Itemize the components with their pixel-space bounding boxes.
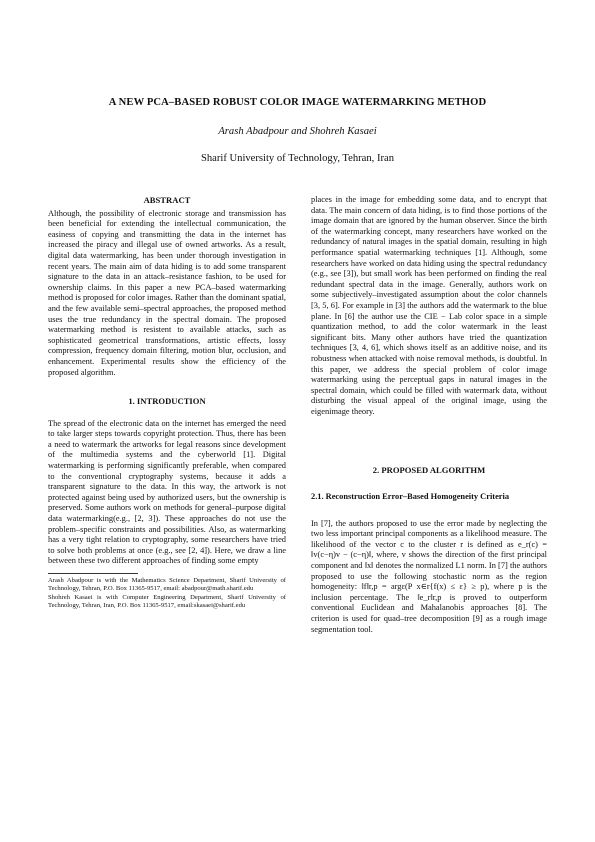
paper-title: A NEW PCA–BASED ROBUST COLOR IMAGE WATERMARKING METHOD [108, 97, 487, 108]
footnote-rule [48, 573, 138, 574]
footnote-author-1: Arash Abadpour is with the Mathematics Science Department, Sharif University of Technology, Tehran, P.O. Box 11365-9517, email: abadpour@math.sharif.edu [48, 577, 286, 593]
subsection-heading: 2.1. Reconstruction Error–Based Homogeneity Criteria [311, 492, 510, 502]
abstract-text: Although, the possibility of electronic storage and transmission has been beneficial for extending the intellectual communication, the easiness of copying and transmitting the data in the internet has increased the piracy and illegal use of owned artworks. As a result, digital data watermarking, has been under thorough investigation in recent years. The main aim of data hiding is to add some transparent signature to the data in an attack–resistance fashion, to be used for ownership claims. In this paper a new PCA–based watermarking method is proposed for color images. Rather than the dominant spatial, and the few available semi–spectral approaches, the proposed method uses the true redundancy in the spectral domain. The proposed watermarking method is resistent to available attacks, such as sophisticated geometrical transformations, artistic effects, lossy compression, frequency domain filtering, motion blur, occlusion, and enhancement. Experimental results show the efficiency of the proposed algorithm. [48, 208, 286, 377]
introduction-paragraph-2: places in the image for embedding some data, and to encrypt that data. The main concern of data hiding, is to find those portions of the image domain that are ignored by the human observer. Since the birth of the watermarking concept, many researchers have worked on the redundancy of natural images in the spatial domain, resulting in high performance spatial watermarking techniques [1]. Although, some researchers have worked on data hiding using the spectral redundancy (e.g., see [3]), but small work has been performed on finding the real redundant spectral data in the image. Generally, authors work on some subjectively–investigated assumption about the color channels [3, 5, 6]. For example in [3] the authors add the watermark to the blue plane. In [6] the author use the CIE − Lab color space in a simple quantization method, to add the color watermark in the least significant bits. Many other authors have tried the quantization techniques [3, 4, 6], which shows itself as an additive noise, and its robustness when attacked with noise removal methods, is doubtful. In this paper, we address the special problem of color image watermarking using the perceptual gaps in natural images in the spectral domain, which could be filled with watermark data, without disturbing the visual appeal of the original image, using the eigenimage theory. [311, 195, 547, 416]
footnote-author-2: Shohreh Kasaei is with Computer Engineering Department, Sharif University of Technology, Tehran, Iran, P.O. Box 11365-9517, email:skasaei@sharif.edu [48, 593, 286, 610]
paper-authors: Arash Abadpour and Shohreh Kasaei [218, 126, 377, 137]
left-column [48, 195, 286, 611]
introduction-paragraph-1: The spread of the electronic data on the internet has emerged the need to take larger steps towards copyright protection. Thus, there has been a need to watermark the artworks for legal reasons since development of the multimedia systems and the cyberworld [1]. Digital watermarking is performing significantly preferable, when compared to the conventional cryptography systems, because it adds a transparent signature to the data. In this way, the artwork is not protected against being used by authorized users, but the ownership is preserved. Some authors work on methods for general–purpose digital data watermarking(e.g., [2, 3]). These approaches do not use the problem–specific constraints and possibilities. Also, as watermarking has a very tight relation to cryptography, some researchers have tried to solve both problems at once (e.g., see [2, 4]). Here, we draw a line between these two different approaches of finding some empty [48, 418, 286, 566]
introduction-heading: 1. INTRODUCTION [128, 396, 206, 407]
right-column [311, 195, 547, 635]
section2-paragraph: In [7], the authors proposed to use the error made by neglecting the two less important principal components as a likelihood measure. The likelihood of the vector c to the cluster r is defined as e_r(c) = ‖v(c−η)v − (c−η)‖, where, v shows the direction of the first principal component and ‖x‖ denotes the normalized L1 norm. In [7] the authors proposed to use the following stochastic norm as the region homogeneity: ‖f‖r,p = argε(P x∈r{f(x) ≤ ε} ≥ p), where p is the inclusion percentage. The ‖e_r‖r,p is proved to outperform conventional Euclidean and Mahalanobis approaches [8]. The criterion is used for quad–tree decomposition [9] as a rough image segmentation tool. [311, 518, 547, 634]
abstract-heading: ABSTRACT [143, 195, 191, 205]
proposed-algorithm-heading: 2. PROPOSED ALGORITHM [372, 465, 486, 476]
paper-affiliation: Sharif University of Technology, Tehran, Iran [200, 153, 395, 164]
